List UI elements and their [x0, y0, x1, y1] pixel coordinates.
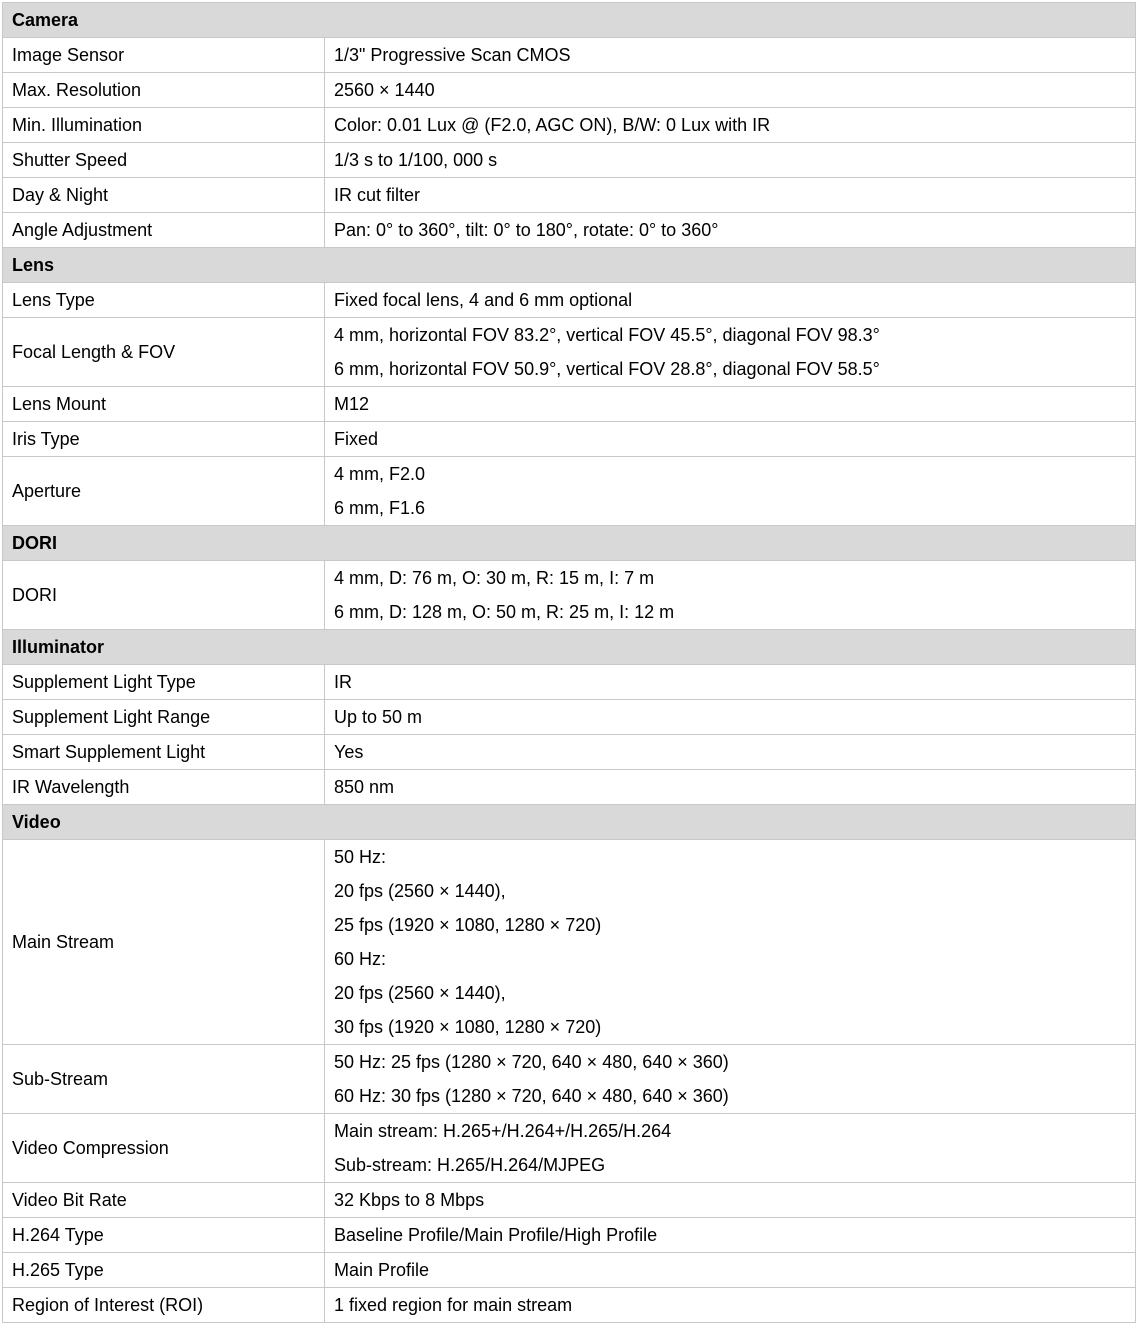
spec-value-line: Color: 0.01 Lux @ (F2.0, AGC ON), B/W: 0 Lux with IR [334, 115, 771, 135]
spec-value-line: IR [334, 672, 352, 692]
spec-row [3, 1218, 1136, 1253]
spec-value-line: 20 fps (2560 × 1440), [334, 881, 506, 901]
spec-value-line: Fixed [334, 429, 379, 449]
spec-row [3, 1114, 1136, 1183]
spec-value-cell [325, 283, 1136, 318]
spec-value-cell [325, 770, 1136, 805]
spec-value-line: Sub-stream: H.265/H.264/MJPEG [334, 1155, 606, 1175]
spec-label: Focal Length & FOV [3, 318, 325, 387]
spec-value-line: 30 fps (1920 × 1080, 1280 × 720) [334, 1017, 602, 1037]
section-header-row [3, 526, 1136, 561]
spec-value-cell [325, 735, 1136, 770]
spec-row [3, 143, 1136, 178]
spec-value-line: 50 Hz: [334, 847, 387, 867]
spec-value-line: Baseline Profile/Main Profile/High Profile [334, 1225, 658, 1245]
spec-label: Smart Supplement Light [3, 735, 325, 770]
spec-table [2, 2, 1136, 1323]
spec-row [3, 178, 1136, 213]
spec-value-line: Main Profile [334, 1260, 430, 1280]
spec-row [3, 38, 1136, 73]
spec-value-line: 6 mm, D: 128 m, O: 50 m, R: 25 m, I: 12 m [334, 602, 675, 622]
spec-value-cell [325, 1288, 1136, 1323]
spec-value-cell [325, 1253, 1136, 1288]
spec-value-cell [325, 38, 1136, 73]
spec-value-line: Pan: 0° to 360°, tilt: 0° to 180°, rotate: 0° to 360° [334, 220, 719, 240]
spec-value-line: 850 nm [334, 777, 395, 797]
spec-label: Max. Resolution [3, 73, 325, 108]
section-header-row [3, 630, 1136, 665]
spec-value-cell [325, 1183, 1136, 1218]
spec-value-line: 6 mm, horizontal FOV 50.9°, vertical FOV 28.8°, diagonal FOV 58.5° [334, 359, 880, 379]
spec-label: Aperture [3, 457, 325, 526]
section-header-row [3, 3, 1136, 38]
spec-value-cell [325, 840, 1136, 1045]
section-title: Illuminator [3, 630, 1136, 665]
spec-label: Video Bit Rate [3, 1183, 325, 1218]
spec-row [3, 561, 1136, 630]
spec-label: H.265 Type [3, 1253, 325, 1288]
section-title: Lens [3, 248, 1136, 283]
spec-value-line: Fixed focal lens, 4 and 6 mm optional [334, 290, 633, 310]
spec-value-cell [325, 422, 1136, 457]
spec-label: Supplement Light Type [3, 665, 325, 700]
spec-value-line: Main stream: H.265+/H.264+/H.265/H.264 [334, 1121, 672, 1141]
spec-value-line: Yes [334, 742, 364, 762]
spec-value-cell [325, 1218, 1136, 1253]
spec-value-line: Up to 50 m [334, 707, 423, 727]
spec-label: Iris Type [3, 422, 325, 457]
section-title: Video [3, 805, 1136, 840]
section-header-row [3, 248, 1136, 283]
spec-label: Lens Mount [3, 387, 325, 422]
spec-label: Sub-Stream [3, 1045, 325, 1114]
spec-row [3, 1045, 1136, 1114]
spec-value-cell [325, 73, 1136, 108]
spec-row [3, 387, 1136, 422]
spec-value-line: M12 [334, 394, 370, 414]
spec-row [3, 1288, 1136, 1323]
section-title: DORI [3, 526, 1136, 561]
spec-value-cell [325, 143, 1136, 178]
spec-label: IR Wavelength [3, 770, 325, 805]
spec-label: Min. Illumination [3, 108, 325, 143]
section-title: Camera [3, 3, 1136, 38]
spec-label: H.264 Type [3, 1218, 325, 1253]
spec-row [3, 770, 1136, 805]
spec-value-cell [325, 178, 1136, 213]
spec-value-cell [325, 1045, 1136, 1114]
spec-value-line: 50 Hz: 25 fps (1280 × 720, 640 × 480, 640 × 360) [334, 1052, 729, 1072]
spec-value-line: 4 mm, horizontal FOV 83.2°, vertical FOV 45.5°, diagonal FOV 98.3° [334, 325, 880, 345]
spec-row [3, 213, 1136, 248]
spec-row [3, 1183, 1136, 1218]
spec-label: Shutter Speed [3, 143, 325, 178]
spec-row [3, 318, 1136, 387]
spec-value-line: 4 mm, F2.0 [334, 464, 426, 484]
spec-value-line: 20 fps (2560 × 1440), [334, 983, 506, 1003]
spec-label: Angle Adjustment [3, 213, 325, 248]
spec-row [3, 73, 1136, 108]
spec-row [3, 735, 1136, 770]
spec-value-line: 1/3" Progressive Scan CMOS [334, 45, 571, 65]
spec-row [3, 1253, 1136, 1288]
spec-row [3, 665, 1136, 700]
spec-label: Image Sensor [3, 38, 325, 73]
spec-value-cell [325, 457, 1136, 526]
spec-row [3, 700, 1136, 735]
spec-value-line: 1/3 s to 1/100, 000 s [334, 150, 498, 170]
spec-value-line: 60 Hz: [334, 949, 387, 969]
spec-value-cell [325, 387, 1136, 422]
spec-value-line: 6 mm, F1.6 [334, 498, 426, 518]
spec-value-cell [325, 665, 1136, 700]
spec-label: Day & Night [3, 178, 325, 213]
spec-value-cell [325, 213, 1136, 248]
spec-value-line: IR cut filter [334, 185, 421, 205]
spec-table-body [3, 3, 1136, 1323]
spec-label: Video Compression [3, 1114, 325, 1183]
spec-value-line: 60 Hz: 30 fps (1280 × 720, 640 × 480, 640 × 360) [334, 1086, 729, 1106]
spec-row [3, 457, 1136, 526]
spec-label: DORI [3, 561, 325, 630]
spec-value-line: 1 fixed region for main stream [334, 1295, 573, 1315]
spec-label: Region of Interest (ROI) [3, 1288, 325, 1323]
spec-value-cell [325, 561, 1136, 630]
spec-value-line: 2560 × 1440 [334, 80, 435, 100]
spec-label: Main Stream [3, 840, 325, 1045]
spec-value-cell [325, 318, 1136, 387]
spec-row [3, 283, 1136, 318]
spec-value-line: 32 Kbps to 8 Mbps [334, 1190, 485, 1210]
spec-row [3, 422, 1136, 457]
spec-row [3, 840, 1136, 1045]
spec-label: Supplement Light Range [3, 700, 325, 735]
spec-row [3, 108, 1136, 143]
spec-value-cell [325, 1114, 1136, 1183]
section-header-row [3, 805, 1136, 840]
spec-value-cell [325, 108, 1136, 143]
spec-value-line: 4 mm, D: 76 m, O: 30 m, R: 15 m, I: 7 m [334, 568, 655, 588]
spec-value-cell [325, 700, 1136, 735]
spec-label: Lens Type [3, 283, 325, 318]
spec-value-line: 25 fps (1920 × 1080, 1280 × 720) [334, 915, 602, 935]
